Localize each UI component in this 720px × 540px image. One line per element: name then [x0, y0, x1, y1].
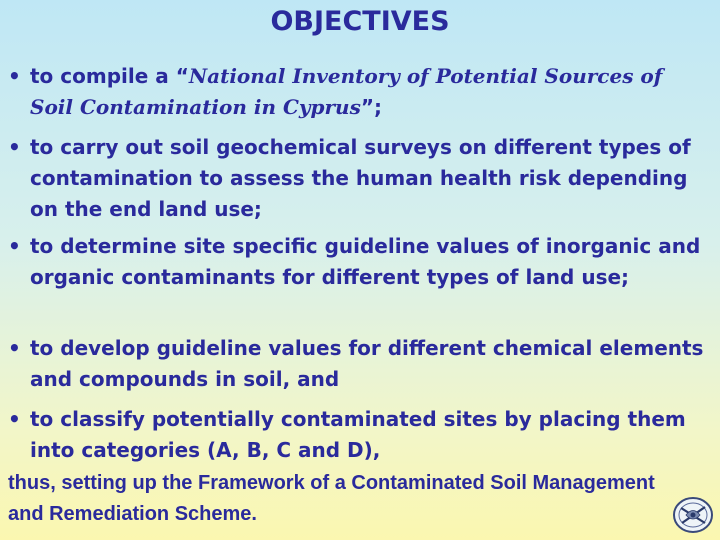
globe-emblem-icon	[672, 496, 714, 534]
bullet-marker: •	[8, 336, 21, 360]
objective-text: to carry out soil geochemical surveys on different types of contamination to assess the human health risk depending on the end land use;	[30, 135, 691, 221]
slide-title: OBJECTIVES	[270, 6, 450, 37]
inventory-title: National Inventory of Potential Sources of Soil Contamination in Cyprus	[30, 64, 663, 119]
bullet-marker: •	[8, 407, 21, 431]
bullet-marker: •	[8, 64, 21, 88]
bullet-marker: •	[8, 135, 21, 159]
objective-item	[8, 404, 712, 466]
objective-item	[8, 132, 712, 225]
objective-text: to develop guideline values for different chemical elements and compounds in soil, and	[30, 336, 704, 391]
conclusion-text: thus, setting up the Framework of a Contaminated Soil Management and Remediation Scheme.	[8, 472, 655, 525]
objective-text: to determine site specific guideline values of inorganic and organic contaminants for different types of land use;	[30, 234, 701, 289]
objective-text: to compile a “National Inventory of Potential Sources of Soil Contamination in Cyprus”;	[30, 64, 663, 119]
bullet-marker: •	[8, 234, 21, 258]
objective-item	[8, 231, 712, 293]
objective-text: to classify potentially contaminated sites by placing them into categories (A, B, C and D),	[30, 407, 686, 462]
objective-item	[8, 61, 712, 123]
objective-item	[8, 333, 712, 395]
